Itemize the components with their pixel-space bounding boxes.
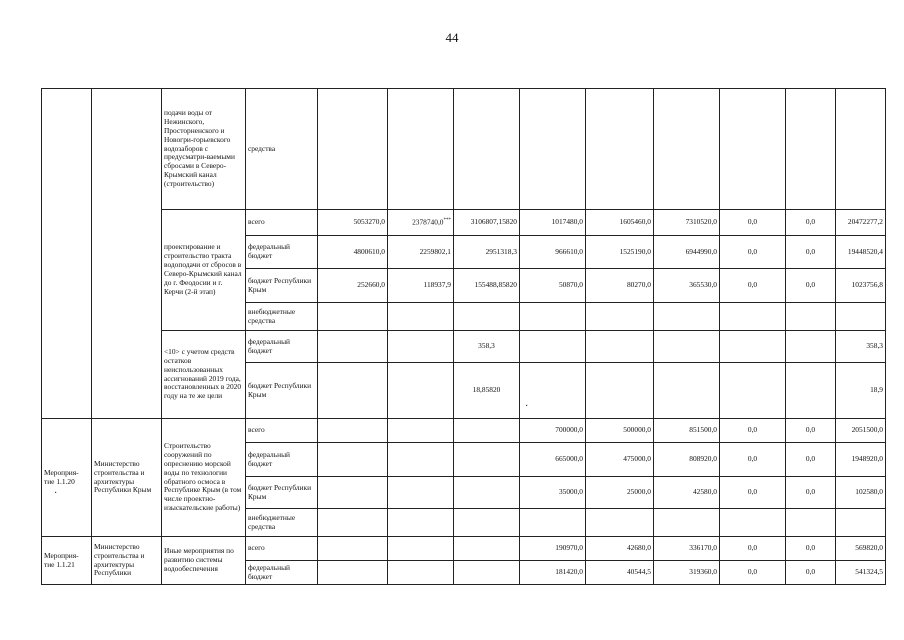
- value-cell: 0,0: [786, 210, 836, 236]
- total-cell: 102580,0: [836, 477, 886, 509]
- value-cell: 365530,0: [654, 269, 720, 303]
- value-cell: 358,3: [454, 331, 520, 363]
- value-cell: 0,0: [786, 236, 836, 269]
- scan-speck: ·: [525, 401, 529, 412]
- total-cell: 358,3: [836, 331, 886, 363]
- value-cell: 0,0: [720, 561, 786, 585]
- description-cell: подачи воды от Нежинского, Просторненского и Новогри-горьевского водозаборов с предусматри-ваемыми сбросами в Северо-Крымский канал (строительство): [162, 89, 246, 210]
- total-cell: 18,9: [836, 363, 886, 419]
- table-row: [42, 537, 886, 561]
- value-cell: 1525190,0: [586, 236, 654, 269]
- value-cell: 155488,85820: [454, 269, 520, 303]
- total-cell: 1948920,0: [836, 443, 886, 477]
- funding-source-cell: федеральный бюджет: [246, 236, 318, 269]
- value-cell: 0,0: [786, 443, 836, 477]
- total-cell: 569820,0: [836, 537, 886, 561]
- measure-cell: Мероприя-тие 1.1.21: [42, 537, 92, 585]
- funding-source-cell: федеральный бюджет: [246, 443, 318, 477]
- value-cell: 42580,0: [654, 477, 720, 509]
- value-cell: 6944990,0: [654, 236, 720, 269]
- value-cell: 40544,5: [586, 561, 654, 585]
- value-cell: 0,0: [786, 269, 836, 303]
- value-cell: 0,0: [720, 210, 786, 236]
- value-cell: 190970,0: [520, 537, 586, 561]
- value-cell: 181420,0: [520, 561, 586, 585]
- total-cell: 541324,5: [836, 561, 886, 585]
- description-cell: Иные мероприятия по развитию системы водообеспечения: [162, 537, 246, 585]
- value-cell: 252660,0: [318, 269, 388, 303]
- value-cell: 0,0: [720, 419, 786, 443]
- page-number: 44: [445, 30, 459, 45]
- value-cell: 25000,0: [586, 477, 654, 509]
- value-cell: 966610,0: [520, 236, 586, 269]
- funding-source-cell: бюджет Республики Крым: [246, 477, 318, 509]
- value-cell: 3106807,15820: [454, 210, 520, 236]
- funding-source-cell: бюджет Республики Крым: [246, 269, 318, 303]
- footnote-mark: ***: [443, 217, 451, 223]
- value-cell: 18,85820: [454, 363, 520, 419]
- value-cell: 7310520,0: [654, 210, 720, 236]
- value-cell: 0,0: [786, 561, 836, 585]
- value-cell: 2378740,0***: [388, 210, 454, 236]
- description-cell: Строительство сооружений по опреснению морской воды по технологии обратного осмоса в Республике Крым (в том числе проектно-изыскательские работы): [162, 419, 246, 537]
- value-cell: 4800610,0: [318, 236, 388, 269]
- description-cell: проектирование и строительство тракта водоподачи от сбросов в Северо-Крымский канал до г. Феодосии и г. Керчи (2-й этап): [162, 210, 246, 331]
- value-cell: 5053270,0: [318, 210, 388, 236]
- measure-cell: [42, 89, 92, 419]
- value-cell: 319360,0: [654, 561, 720, 585]
- value-cell: 50870,0: [520, 269, 586, 303]
- funding-source-cell: федеральный бюджет: [246, 331, 318, 363]
- value-cell: 0,0: [720, 537, 786, 561]
- total-cell: 1023756,8: [836, 269, 886, 303]
- executor-cell: [92, 89, 162, 419]
- value-cell: 700000,0: [520, 419, 586, 443]
- value-cell: 35000,0: [520, 477, 586, 509]
- funding-source-cell: бюджет Республики Крым: [246, 363, 318, 419]
- scan-speck: ·: [54, 488, 58, 499]
- value-cell: 118937,9: [388, 269, 454, 303]
- funding-source-cell: федеральный бюджет: [246, 561, 318, 585]
- value-cell: 0,0: [786, 537, 836, 561]
- funding-source-cell: всего: [246, 537, 318, 561]
- value-cell: 1017480,0: [520, 210, 586, 236]
- value-cell: 665000,0: [520, 443, 586, 477]
- value-cell: 2259802,1: [388, 236, 454, 269]
- executor-cell: Министерство строительства и архитектуры Республики Крым: [92, 419, 162, 537]
- table-row: [42, 331, 886, 363]
- value-cell: 0,0: [720, 477, 786, 509]
- funding-source-cell: внебюджетные средства: [246, 303, 318, 331]
- total-cell: 2051500,0: [836, 419, 886, 443]
- value-cell: 0,0: [720, 236, 786, 269]
- measure-cell: Мероприя-тие 1.1.20: [42, 419, 92, 537]
- table-row: [42, 419, 886, 443]
- value-cell: 0,0: [720, 443, 786, 477]
- value-cell: 475000,0: [586, 443, 654, 477]
- funding-source-cell: всего: [246, 419, 318, 443]
- funding-source-cell: внебюджетные средства: [246, 509, 318, 537]
- value-cell: 2951318,3: [454, 236, 520, 269]
- value-cell: 808920,0: [654, 443, 720, 477]
- table-row: [42, 210, 886, 236]
- value-cell: 336170,0: [654, 537, 720, 561]
- value-cell: 42680,0: [586, 537, 654, 561]
- value-cell: 500000,0: [586, 419, 654, 443]
- value-cell: 1605460,0: [586, 210, 654, 236]
- total-cell: 20472277,2: [836, 210, 886, 236]
- executor-cell: Министерство строительства и архитектуры Республики: [92, 537, 162, 585]
- funding-source-cell: всего: [246, 210, 318, 236]
- value-cell: 0,0: [786, 477, 836, 509]
- funding-source-cell: средства: [246, 89, 318, 210]
- description-cell: <10> с учетом средств остатков неиспользованных ассигнований 2019 года, восстановленных в 2020 году на те же цели: [162, 331, 246, 419]
- total-cell: 19448520,4: [836, 236, 886, 269]
- budget-table: [41, 88, 886, 585]
- value-cell: 80270,0: [586, 269, 654, 303]
- table-row: [42, 89, 886, 210]
- value-cell: 0,0: [786, 419, 836, 443]
- value-cell: 851500,0: [654, 419, 720, 443]
- value-cell: 0,0: [720, 269, 786, 303]
